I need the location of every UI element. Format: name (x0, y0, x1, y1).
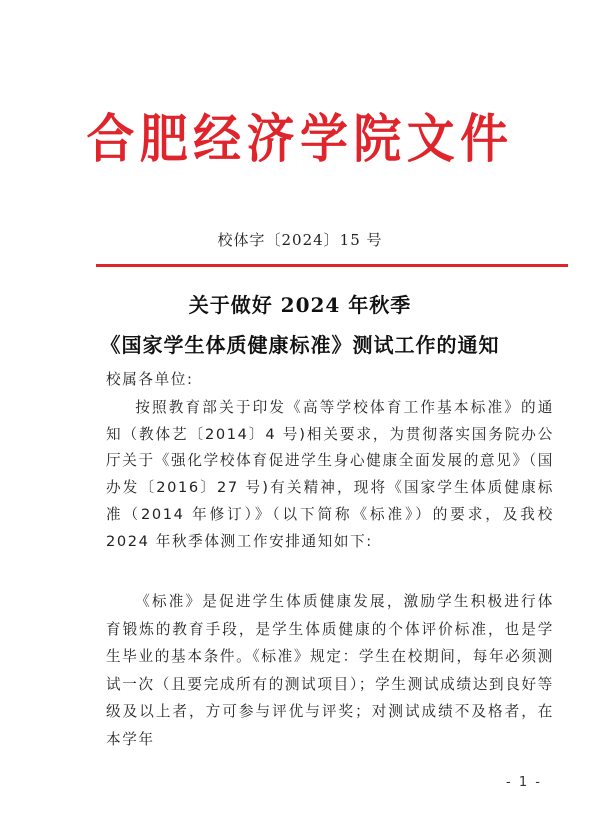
red-divider-line (96, 264, 568, 267)
title-line-2: 《国家学生体质健康标准》测试工作的通知 (100, 333, 500, 357)
issuer-header: 合肥经济学院文件 (86, 109, 514, 170)
addressee: 校属各单位: (106, 371, 194, 388)
page-number: - 1 - (506, 775, 542, 790)
document-number: 校体字〔2024〕15 号 (217, 231, 383, 249)
paragraph-1: 按照教育部关于印发《高等学校体育工作基本标准》的通知（教体艺〔2014〕4 号)相关要求，为贯彻落实国务院办公厅关于《强化学校体育促进学生身心健康全面发展的意见》（国办发〔2016〕27 号)有关精神，现将《国家学生体质健康标准（2014 年修订）》（以下简称《标准》）的要求，及我校 2024 年秋季体测工作安排通知如下: (106, 399, 554, 550)
paragraph-2: 《标准》是促进学生体质健康发展，激励学生积极进行体育锻炼的教育手段，是学生体质健康的个体评价标准，也是学生毕业的基本条件。《标准》规定：学生在校期间，每年必须测试一次（且要完成所有的测试项目）；学生测试成绩达到良好等级及以上者，方可参与评优与评奖；对测试成绩不及格者，在本学年 (106, 593, 554, 748)
title-line-1: 关于做好 2024 年秋季 (188, 293, 412, 317)
